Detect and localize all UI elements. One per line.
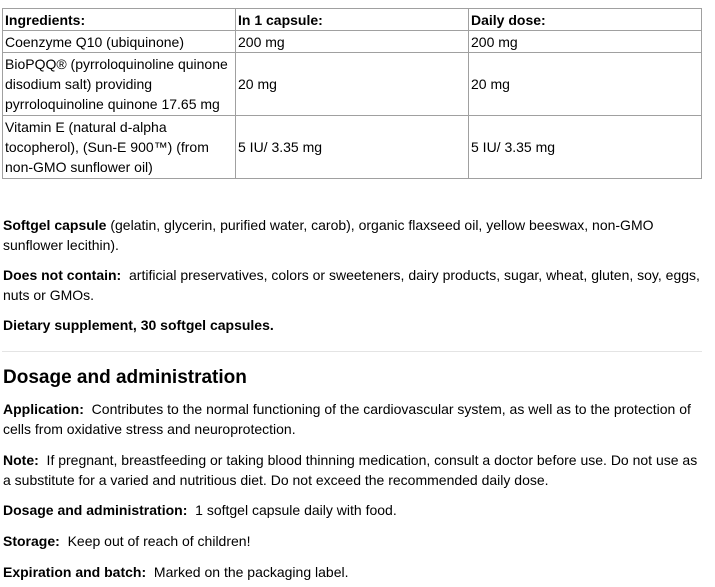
does-not-contain-text: artificial preservatives, colors or sweeteners, dairy products, sugar, wheat, gluten, soy, eggs, nuts or GMOs. — [3, 267, 700, 303]
dosage-paragraph — [3, 500, 703, 520]
dietary-supplement-label: Dietary supplement, 30 softgel capsules. — [3, 317, 274, 333]
per-capsule-amount: 200 mg — [236, 31, 469, 53]
daily-dose-amount: 20 mg — [469, 53, 702, 116]
dietary-supplement-paragraph — [3, 315, 703, 335]
ingredient-name: Coenzyme Q10 (ubiquinone) — [3, 31, 236, 53]
ingredient-name: BioPQQ® (pyrroloquinoline quinone disodium salt) providing pyrroloquinoline quinone 17.65 mg — [3, 53, 236, 116]
softgel-capsule-paragraph — [3, 215, 703, 255]
daily-dose-amount: 200 mg — [469, 31, 702, 53]
note-label: Note: — [3, 452, 39, 468]
storage-paragraph — [3, 531, 703, 551]
softgel-capsule-label: Softgel capsule — [3, 217, 107, 233]
header-per-capsule: In 1 capsule: — [236, 9, 469, 31]
table-row — [3, 53, 702, 116]
dosage-section-title: Dosage and administration — [3, 367, 247, 388]
expiration-paragraph — [3, 562, 703, 582]
table-row — [3, 116, 702, 179]
does-not-contain-paragraph — [3, 265, 703, 305]
header-ingredients: Ingredients: — [3, 9, 236, 31]
does-not-contain-label: Does not contain: — [3, 267, 122, 283]
section-divider — [2, 351, 702, 352]
per-capsule-amount: 5 IU/ 3.35 mg — [236, 116, 469, 179]
storage-text: Keep out of reach of children! — [59, 533, 251, 549]
note-paragraph — [3, 450, 703, 490]
expiration-text: Marked on the packaging label. — [146, 564, 349, 580]
daily-dose-amount: 5 IU/ 3.35 mg — [469, 116, 702, 179]
application-text: Contributes to the normal functioning of the cardiovascular system, as well as to the protection of cells from oxidative stress and neuroprotection. — [3, 401, 691, 437]
note-text: If pregnant, breastfeeding or taking blood thinning medication, consult a doctor before use. Do not use as a substitute for a varied and nutritious diet. Do not exceed the recommended daily dose. — [3, 452, 698, 488]
ingredient-name: Vitamin E (natural d-alpha tocopherol), (Sun-E 900™) (from non-GMO sunflower oil) — [3, 116, 236, 179]
dosage-label: Dosage and administration: — [3, 502, 188, 518]
table-header-row — [3, 9, 702, 31]
expiration-label: Expiration and batch: — [3, 564, 147, 580]
ingredients-table — [2, 8, 702, 179]
application-paragraph — [3, 399, 703, 439]
storage-label: Storage: — [3, 533, 60, 549]
header-daily-dose: Daily dose: — [469, 9, 702, 31]
per-capsule-amount: 20 mg — [236, 53, 469, 116]
table-row — [3, 31, 702, 53]
application-label: Application: — [3, 401, 84, 417]
dosage-text: 1 softgel capsule daily with food. — [187, 502, 397, 518]
softgel-capsule-text: (gelatin, glycerin, purified water, carob), organic flaxseed oil, yellow beeswax, non-GMO sunflower lecithin). — [3, 217, 654, 253]
